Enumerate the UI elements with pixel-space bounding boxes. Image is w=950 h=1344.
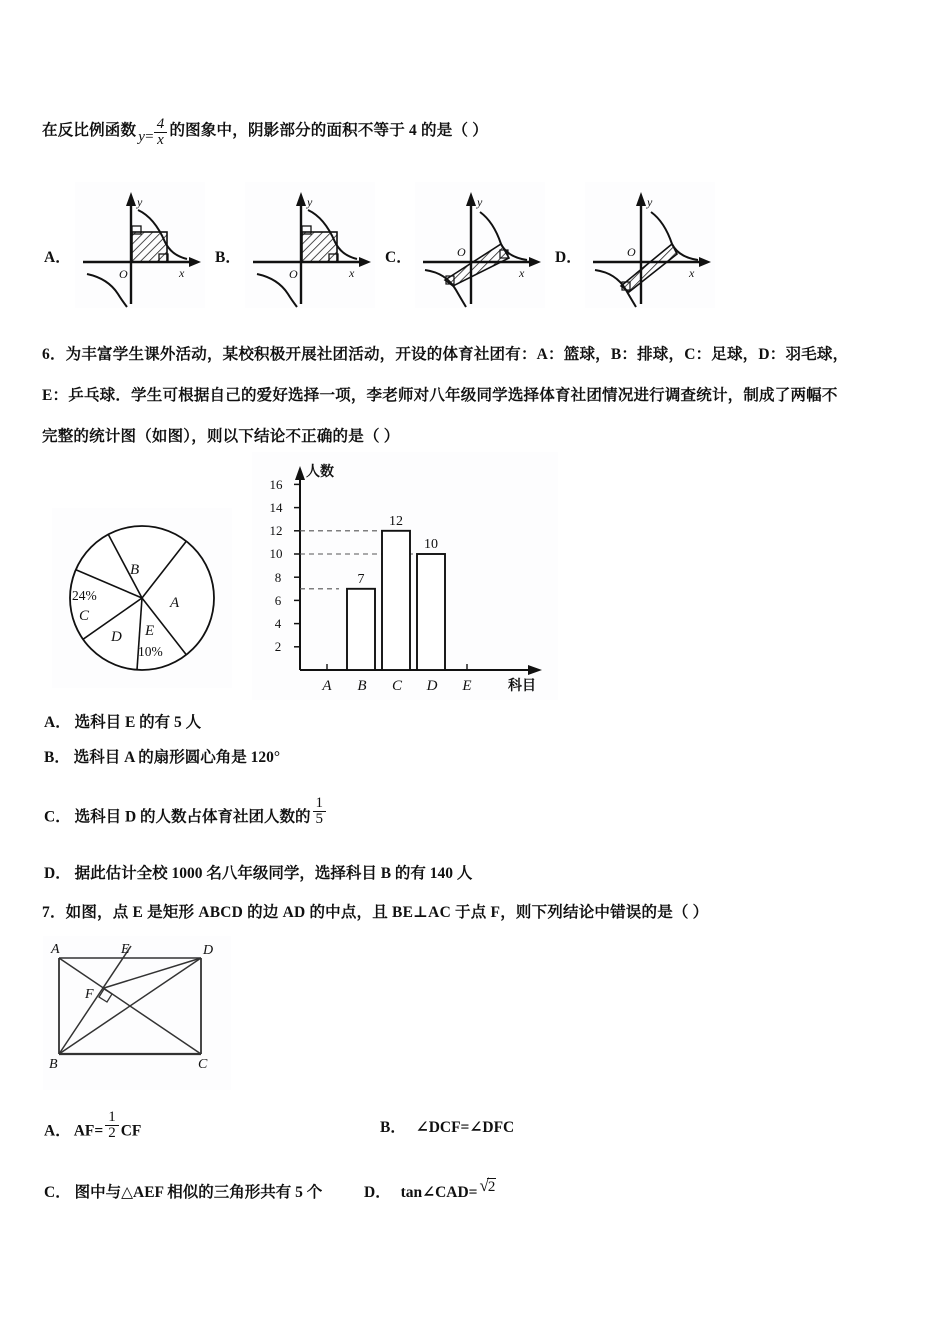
q7-stem-text: 如图，点 E 是矩形 ABCD 的边 AD 的中点，且 BE⊥AC 于点 F，则下列结论中错误的是（ ） [65, 904, 709, 921]
q6-option-c-numerator: 1 [315, 794, 324, 811]
q7-option-c-letter: C． [44, 1184, 71, 1201]
q6-option-c-text: 选科目 D 的人数占体育社团人数的 [74, 808, 311, 826]
question5-stem [42, 116, 488, 154]
svg-text:8: 8 [274, 570, 282, 585]
q5-option-c-letter: C． [385, 249, 412, 266]
q5-figure-b [245, 182, 375, 308]
svg-text:D: D [111, 629, 122, 645]
q7-option-a-numerator: 1 [108, 1108, 116, 1125]
svg-text:E: E [145, 623, 155, 639]
q5-inline-formula [138, 117, 167, 149]
q7-option-b-text: ∠DCF=∠DFC [415, 1119, 515, 1136]
svg-text:C: C [79, 608, 90, 624]
q7-option-a-text-before: AF= [73, 1122, 104, 1140]
q7-option-d-sqrt [480, 1176, 497, 1196]
q6-pie-chart [52, 508, 232, 688]
svg-text:y: y [647, 195, 653, 209]
question6-stem-line3: 完整的统计图（如图），则以下结论不正确的是（ ） [42, 428, 400, 445]
q7-number: 7． [42, 904, 66, 921]
svg-text:E: E [121, 942, 130, 957]
q6-option-a-text: 选科目 E 的有 5 人 [74, 714, 202, 731]
svg-text:y: y [137, 195, 143, 209]
q6-line1: 为丰富学生课外活动，某校积极开展社团活动，开设的体育社团有：A：篮球，B：排球，C：足球，D：羽毛球， [65, 346, 849, 363]
svg-text:x: x [179, 266, 185, 280]
q7-option-a-letter: A． [44, 1122, 71, 1140]
radical-icon: √ [479, 1175, 489, 1195]
q6-option-b [44, 745, 280, 767]
q7-option-d-letter: D． [364, 1184, 391, 1201]
q5-stem-after: 的图象中，阴影部分的面积不等于 4 的是（ ） [169, 122, 488, 139]
svg-text:x: x [689, 266, 695, 280]
svg-text:12: 12 [389, 514, 403, 529]
q6-bar-chart [252, 452, 558, 700]
svg-text:24%: 24% [72, 588, 97, 603]
q6-option-a [44, 710, 201, 732]
question7-stem [42, 898, 708, 927]
q7-option-c [44, 1180, 322, 1202]
q6-option-c [44, 794, 328, 833]
svg-text:4: 4 [274, 616, 282, 631]
svg-text:O: O [457, 245, 466, 259]
svg-text:科目: 科目 [508, 678, 536, 694]
q6-option-b-text: 选科目 A 的扇形圆心角是 120° [73, 749, 281, 766]
svg-text:y: y [307, 195, 313, 209]
q7-option-a-denominator: 2 [105, 1125, 119, 1142]
q6-option-c-fraction [313, 796, 327, 828]
svg-text:x: x [349, 266, 355, 280]
q5-option-b-letter: B． [215, 249, 241, 266]
q7-rectangle-figure [43, 936, 231, 1090]
svg-text:2: 2 [274, 639, 282, 654]
q5-option-a-letter: A． [44, 249, 71, 266]
q6-option-c-letter: C． [44, 808, 71, 826]
svg-text:O: O [119, 267, 128, 281]
q6-option-c-denominator: 5 [313, 811, 327, 828]
question6-stem-line2: E：乒乓球．学生可根据自己的爱好选择一项，李老师对八年级同学选择体育社团情况进行调查统计，制成了两幅不 [42, 387, 838, 404]
question6-stem-line1 [42, 340, 848, 369]
q5-formula-numerator: 4 [156, 115, 165, 132]
q6-option-d [44, 861, 472, 883]
svg-text:C: C [391, 678, 403, 694]
q7-option-c-text: 图中与△AEF 相似的三角形共有 5 个 [74, 1184, 323, 1201]
q5-formula-equals: = [145, 129, 154, 146]
q6-option-d-letter: D． [44, 865, 71, 882]
q5-figure-a [75, 182, 205, 308]
q5-formula-y: y [138, 129, 146, 146]
svg-text:F: F [85, 987, 94, 1002]
q6-option-b-letter: B． [44, 749, 70, 766]
svg-text:人数: 人数 [306, 464, 334, 480]
q5-option-d-letter: D． [555, 249, 582, 266]
q6-option-a-letter: A． [44, 714, 71, 731]
svg-text:x: x [519, 266, 525, 280]
q5-formula-denominator: x [154, 132, 168, 149]
q5-stem-before: 在反比例函数 [42, 122, 137, 139]
q6-number: 6． [42, 346, 66, 363]
svg-text:B: B [49, 1057, 58, 1072]
svg-text:6: 6 [274, 593, 282, 608]
svg-text:E: E [462, 678, 472, 694]
svg-text:O: O [627, 245, 636, 259]
q7-option-d-radicand: 2 [487, 1178, 496, 1195]
q7-option-b [380, 1115, 514, 1137]
svg-text:C: C [198, 1057, 208, 1072]
svg-text:O: O [289, 267, 298, 281]
q7-option-d [364, 1175, 496, 1202]
q6-option-d-text: 据此估计全校 1000 名八年级同学，选择科目 B 的有 140 人 [74, 865, 473, 882]
svg-text:D: D [426, 678, 438, 694]
q7-option-d-text-before: tan∠CAD= [400, 1184, 478, 1201]
svg-text:y: y [477, 195, 483, 209]
svg-text:A: A [170, 595, 180, 611]
svg-text:10%: 10% [138, 644, 163, 659]
svg-text:7: 7 [357, 572, 365, 587]
q7-option-b-letter: B． [380, 1119, 406, 1136]
svg-text:A: A [51, 942, 60, 957]
q5-figure-c [415, 182, 545, 308]
svg-text:10: 10 [424, 537, 438, 552]
svg-text:16: 16 [269, 477, 283, 492]
q7-option-a-text-after: CF [120, 1122, 142, 1140]
q7-option-a [44, 1108, 142, 1147]
q7-option-a-fraction [105, 1110, 119, 1142]
svg-text:B: B [357, 678, 367, 694]
svg-text:12: 12 [269, 523, 283, 538]
svg-text:A: A [322, 678, 332, 694]
svg-text:D: D [203, 943, 214, 958]
svg-text:14: 14 [269, 500, 283, 515]
svg-text:B: B [130, 562, 140, 578]
svg-text:10: 10 [269, 546, 283, 561]
q5-figure-d [585, 182, 715, 308]
